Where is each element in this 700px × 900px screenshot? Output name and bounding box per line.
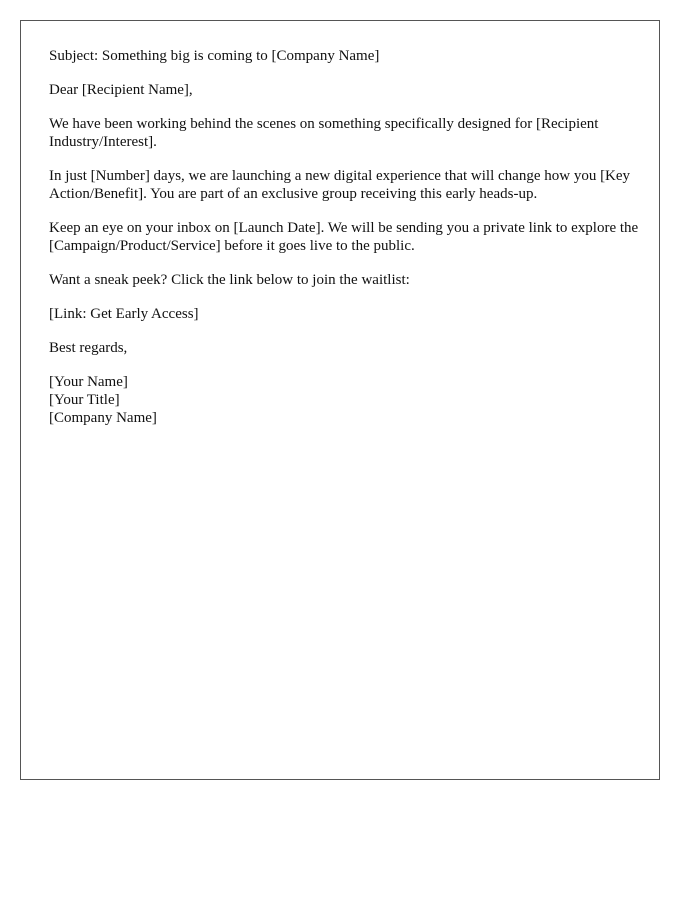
signature-name: [Your Name] (49, 374, 128, 390)
signature-company: [Company Name] (49, 410, 157, 426)
closing: Best regards, (49, 340, 128, 356)
letter-body (49, 47, 644, 427)
signature-title: [Your Title] (49, 392, 120, 408)
paragraph-inbox: Keep an eye on your inbox on [Launch Date]. We will be sending you a private link to explore the [Campaign/Product/Service] before it goes live to the public. (49, 220, 639, 254)
paragraph-intro: We have been working behind the scenes on something specifically designed for [Recipient Industry/Interest]. (49, 116, 599, 150)
signature-block (49, 373, 644, 427)
letter-page (20, 20, 660, 780)
paragraph-sneak-peek: Want a sneak peek? Click the link below to join the waitlist: (49, 272, 410, 288)
greeting: Dear [Recipient Name], (49, 82, 193, 98)
paragraph-launch: In just [Number] days, we are launching a new digital experience that will change how you [Key Action/Benefit]. You are part of an exclusive group receiving this early heads-up. (49, 168, 631, 202)
early-access-link[interactable]: [Link: Get Early Access] (49, 306, 199, 322)
subject-line: Subject: Something big is coming to [Company Name] (49, 48, 380, 64)
